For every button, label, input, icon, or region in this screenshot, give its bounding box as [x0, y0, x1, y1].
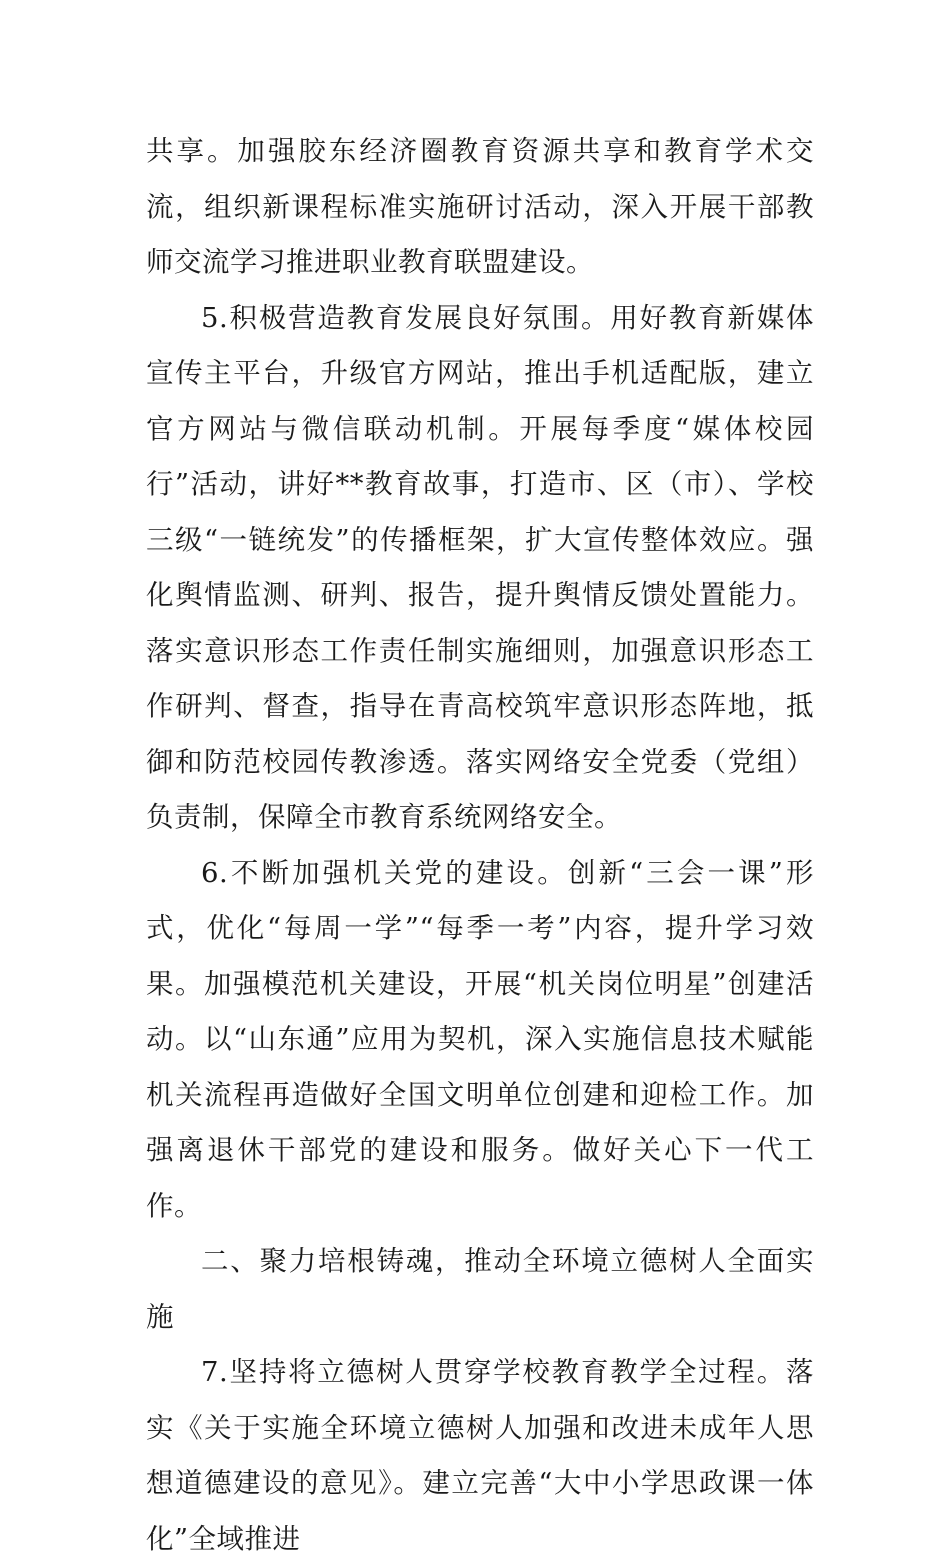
paragraph-item-5: 5.积极营造教育发展良好氛围。用好教育新媒体宣传主平台，升级官方网站，推出手机适配版，建立官方网站与微信联动机制。开展每季度“媒体校园行”活动，讲好**教育故事，打造市、区（市）、学校三级“一链统发”的传播框架，扩大宣传整体效应。强化舆情监测、研判、报告，提升舆情反馈处置能力。落实意识形态工作责任制实施细则，加强意识形态工作研判、督查，指导在青高校筑牢意识形态阵地，抵御和防范校园传教渗透。落实网络安全党委（党组）负责制，保障全市教育系统网络安全。: [146, 301, 814, 833]
paragraph-continuation: 共享。加强胶东经济圈教育资源共享和教育学术交流，组织新课程标准实施研讨活动，深入开展干部教师交流学习推进职业教育联盟建设。: [146, 135, 814, 278]
section-heading: 二、聚力培根铸魂，推动全环境立德树人全面实施: [146, 1245, 814, 1333]
paragraph-item-7: 7.坚持将立德树人贯穿学校教育教学全过程。落实《关于实施全环境立德树人加强和改进未成年人思想道德建设的意见》。建立完善“大中小学思政课一体化”全域推进: [146, 1356, 814, 1555]
document-body: [146, 124, 814, 1567]
paragraph-item-6: 6.不断加强机关党的建设。创新“三会一课”形式，优化“每周一学”“每季一考”内容，提升学习效果。加强模范机关建设，开展“机关岗位明星”创建活动。以“山东通”应用为契机，深入实施信息技术赋能机关流程再造做好全国文明单位创建和迎检工作。加强离退休干部党的建设和服务。做好关心下一代工作。: [146, 856, 814, 1222]
